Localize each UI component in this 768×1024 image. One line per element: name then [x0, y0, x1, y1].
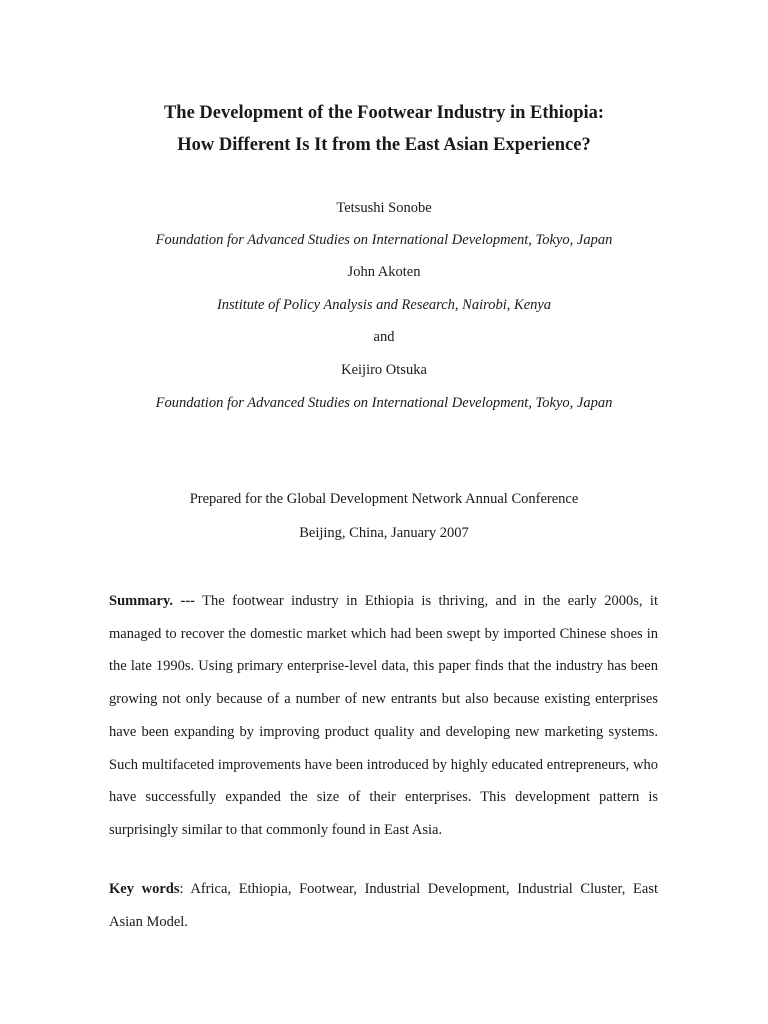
summary-label: Summary. --- — [109, 593, 195, 609]
paper-title — [0, 97, 768, 161]
author-name-3: Keijiro Otsuka — [341, 362, 427, 378]
author-name-1: Tetsushi Sonobe — [336, 200, 432, 216]
author-affiliation-2: Institute of Policy Analysis and Research, Nairobi, Kenya — [216, 297, 552, 313]
title-line-2: How Different Is It from the East Asian Experience? — [177, 135, 591, 155]
summary-text: The footwear industry in Ethiopia is thriving, and in the early 2000s, it managed to recover the domestic market which had been swept by imported Chinese shoes in the late 1990s. Using primary enterprise-level data, this paper finds that the industry has been growing not only because of a number of new entrants but also because existing enterprises have been expanding by improving product quality and developing new marketing systems. Such multifaceted improvements have been introduced by highly educated entrepreneurs, who have successfully expanded the size of their enterprises. This development pattern is surprisingly similar to that commonly found in East Asia. — [109, 593, 658, 838]
author-name-2: John Akoten — [347, 264, 421, 280]
conference-line-2: Beijing, China, January 2007 — [299, 525, 469, 541]
conference-line-1: Prepared for the Global Development Network Annual Conference — [189, 491, 579, 507]
author-affiliation-3: Foundation for Advanced Studies on International Development, Tokyo, Japan — [155, 395, 613, 411]
author-affiliation-1: Foundation for Advanced Studies on International Development, Tokyo, Japan — [155, 232, 613, 248]
keywords-label: Key words — [109, 881, 180, 897]
author-conjunction: and — [373, 329, 395, 345]
summary-paragraph — [109, 585, 658, 847]
title-line-1: The Development of the Footwear Industry in Ethiopia: — [163, 103, 605, 123]
keywords-text: : Africa, Ethiopia, Footwear, Industrial Development, Industrial Cluster, East Asian Model. — [109, 881, 658, 930]
keywords-paragraph — [109, 873, 658, 938]
